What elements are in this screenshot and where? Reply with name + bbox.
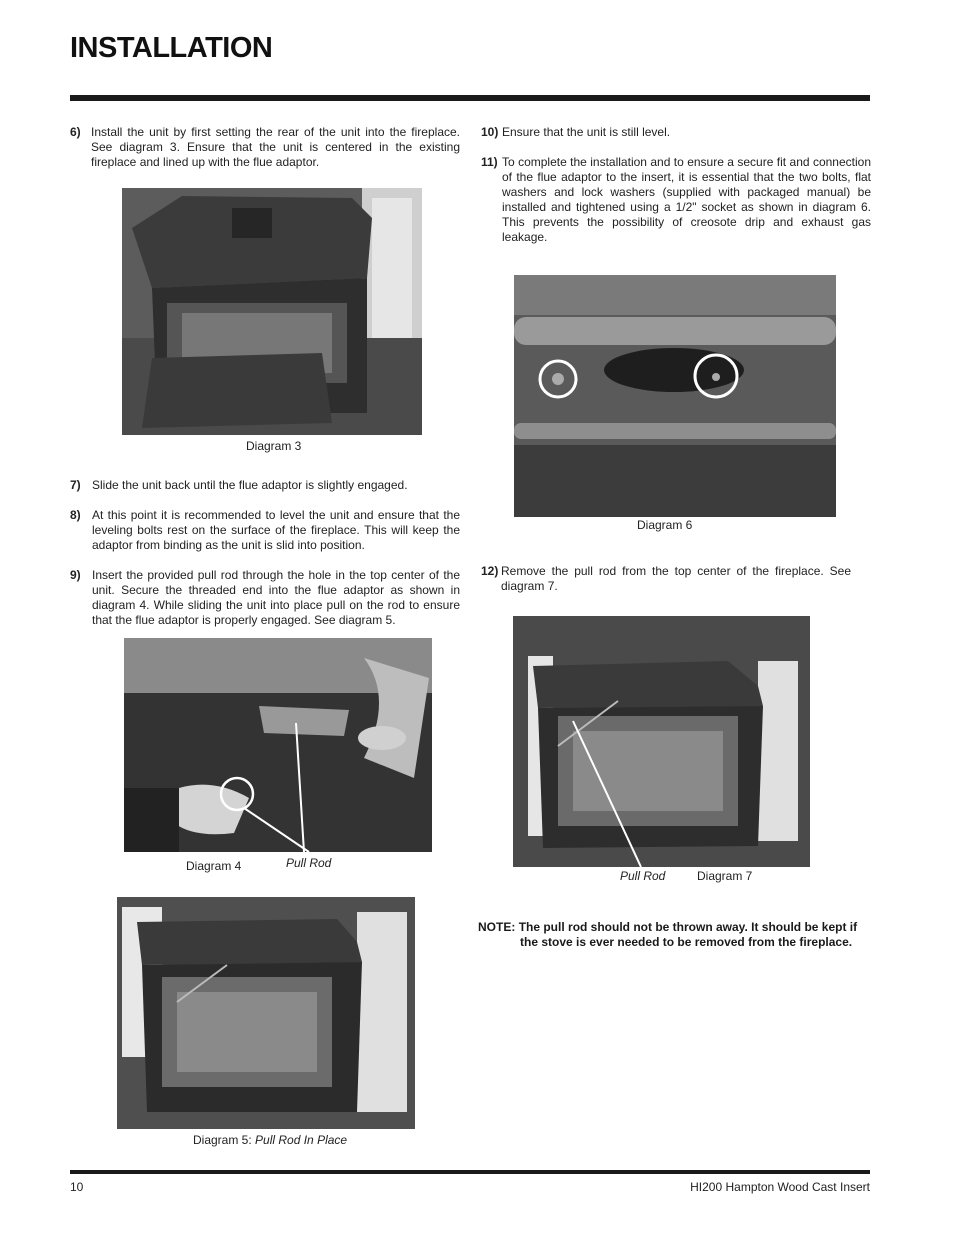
- diagram-5-photo: [117, 897, 415, 1129]
- step-7: [70, 478, 460, 493]
- step-number: 7): [70, 478, 81, 492]
- diagram-3-caption: Diagram 3: [246, 439, 302, 453]
- pull-rod-photo-icon: [124, 638, 432, 852]
- footer-title: HI200 Hampton Wood Cast Insert: [690, 1180, 870, 1194]
- diagram-5-caption-label: Diagram 5:: [193, 1133, 252, 1147]
- diagram-4-caption: Diagram 4: [186, 859, 242, 873]
- diagram-6-photo: [514, 275, 836, 517]
- diagram-7-caption: Diagram 7: [697, 869, 753, 883]
- page-title: INSTALLATION: [70, 32, 273, 64]
- step-10: [481, 125, 871, 140]
- flue-bolts-photo-icon: [514, 275, 836, 517]
- note-line-1: [478, 920, 878, 935]
- step-text: At this point it is recommended to level the unit and ensure that the leveling bolts rest on the surface of the fireplace. This will keep the adaptor from binding as the unit is slid into position.: [92, 508, 460, 552]
- step-number: 9): [70, 568, 81, 582]
- header-rule: [70, 95, 870, 101]
- step-text: Insert the provided pull rod through the hole in the top center of the unit. Secure the threaded end into the flue adaptor as shown in diagram 4. While sliding the unit into place pull on the rod to ensure that the flue adaptor is properly engaged. See diagram 5.: [92, 568, 460, 627]
- step-number: 10): [481, 125, 499, 139]
- step-11: [481, 155, 871, 245]
- step-text: Remove the pull rod from the top center of the fireplace. See diagram 7.: [501, 564, 851, 593]
- diagram-4-photo: [124, 638, 432, 852]
- step-text: To complete the installation and to ensure a secure fit and connection of the flue adaptor to the insert, it is essential that the two bolts, flat washers and lock washers (supplied with packaged manual) be installed and tightened using a 1/2" socket as shown in diagram 6. This prevents the possibility of creosote drip and exhaust gas leakage.: [502, 155, 871, 244]
- diagram-7-pull-rod-label: [620, 869, 665, 884]
- diagram-5-caption-italic: Pull Rod In Place: [255, 1133, 348, 1147]
- step-9: [70, 568, 460, 628]
- diagram-7-photo: [513, 616, 810, 867]
- diagram-5-caption: [193, 1133, 347, 1148]
- step-12: [481, 564, 851, 594]
- step-text: Install the unit by first setting the rear of the unit into the fireplace. See diagram 3. Ensure that the unit is centered in the existing fireplace and lined up with the flue adaptor.: [91, 125, 460, 169]
- pull-rod-label: Pull Rod: [620, 869, 666, 883]
- step-number: 6): [70, 125, 81, 139]
- step-8: [70, 508, 460, 553]
- step-number: 11): [481, 155, 498, 169]
- diagram-3-photo: [122, 188, 422, 435]
- stove-photo-icon: [513, 616, 810, 867]
- page-number: 10: [70, 1180, 84, 1194]
- pull-rod-label: Pull Rod: [286, 856, 332, 870]
- note-text-1: The pull rod should not be thrown away. It should be kept if: [518, 920, 858, 934]
- stove-photo-icon: [117, 897, 415, 1129]
- diagram-4-pull-rod-label: [286, 856, 331, 871]
- step-6: [70, 125, 460, 170]
- note: [478, 920, 878, 950]
- note-line-2: the stove is ever needed to be removed from the fireplace.: [520, 935, 853, 949]
- footer-rule: [70, 1170, 870, 1174]
- step-text: Ensure that the unit is still level.: [502, 125, 671, 139]
- diagram-6-caption: Diagram 6: [637, 518, 693, 532]
- step-text: Slide the unit back until the flue adaptor is slightly engaged.: [92, 478, 408, 492]
- stove-photo-icon: [122, 188, 422, 435]
- step-number: 8): [70, 508, 81, 522]
- note-lead: NOTE:: [478, 920, 516, 934]
- step-number: 12): [481, 564, 499, 578]
